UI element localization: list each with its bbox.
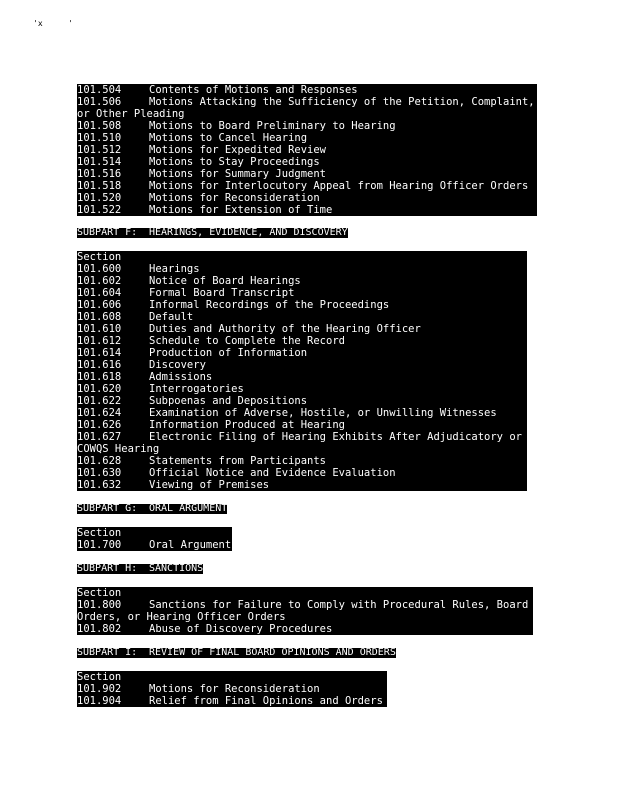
section-number: 101.504 (77, 84, 122, 96)
section-line (77, 275, 527, 287)
section-title: Motions for Interlocutory Appeal from Hearing Officer Orders (149, 180, 529, 192)
subpart-label: SUBPART I: (77, 647, 138, 658)
section-line (77, 383, 527, 395)
section-line (77, 443, 527, 455)
section-title: Motions for Reconsideration (149, 683, 320, 695)
section-title: Contents of Motions and Responses (149, 84, 358, 96)
subpart-title: ORAL ARGUMENT (149, 503, 228, 514)
section-number: 101.600 (77, 263, 122, 275)
section-number: 101.802 (77, 623, 122, 635)
section-line (77, 299, 527, 311)
oral-argument-section-list (77, 527, 232, 551)
section-number: 101.904 (77, 695, 122, 707)
subpart-label: SUBPART G: (77, 503, 138, 514)
section-title: Interrogatories (149, 383, 244, 395)
section-title: Default (149, 311, 194, 323)
section-line (77, 84, 537, 96)
section-number: 101.902 (77, 683, 122, 695)
section-title: Subpoenas and Depositions (149, 395, 308, 407)
section-line (77, 120, 537, 132)
section-number: 101.616 (77, 359, 122, 371)
section-title: Motions for Expedited Review (149, 144, 327, 156)
section-number: 101.627 (77, 431, 122, 443)
section-line (77, 156, 537, 168)
section-line (77, 180, 537, 192)
section-line (77, 251, 527, 263)
motions-section-list (77, 84, 537, 216)
section-label: Section (77, 587, 122, 599)
section-line (77, 335, 527, 347)
section-number: 101.512 (77, 144, 122, 156)
section-line (77, 96, 537, 108)
section-label: Section (77, 527, 122, 539)
section-number: 101.800 (77, 599, 122, 611)
section-title: Notice of Board Hearings (149, 275, 301, 287)
section-title-continuation: COWQS Hearing (77, 443, 160, 455)
section-number: 101.632 (77, 479, 122, 491)
hearings-section-list (77, 251, 527, 491)
section-number: 101.518 (77, 180, 122, 192)
section-line (77, 419, 527, 431)
section-title: Oral Argument (149, 539, 232, 551)
subpart-label: SUBPART H: (77, 563, 138, 574)
section-number: 101.602 (77, 275, 122, 287)
section-number: 101.700 (77, 539, 122, 551)
section-line (77, 371, 527, 383)
section-title: Duties and Authority of the Hearing Officer (149, 323, 421, 335)
section-number: 101.608 (77, 311, 122, 323)
section-number: 101.624 (77, 407, 122, 419)
section-label: Section (77, 671, 122, 683)
section-line (77, 395, 527, 407)
review-section-list (77, 671, 387, 707)
section-line (77, 455, 527, 467)
section-title: Schedule to Complete the Record (149, 335, 345, 347)
section-line (77, 287, 527, 299)
section-title: Information Produced at Hearing (149, 419, 345, 431)
section-line (77, 539, 232, 551)
section-number: 101.604 (77, 287, 122, 299)
section-title: Motions for Extension of Time (149, 204, 333, 216)
section-line (77, 192, 537, 204)
section-line (77, 587, 533, 599)
section-title: Motions to Cancel Hearing (149, 132, 308, 144)
section-title: Statements from Participants (149, 455, 327, 467)
section-line (77, 132, 537, 144)
section-title: Discovery (149, 359, 206, 371)
section-title: Motions Attacking the Sufficiency of the Petition, Complaint, (149, 96, 535, 108)
section-number: 101.520 (77, 192, 122, 204)
section-number: 101.626 (77, 419, 122, 431)
section-line (77, 527, 232, 539)
section-line (77, 479, 527, 491)
section-line (77, 347, 527, 359)
section-line (77, 695, 387, 707)
section-number: 101.510 (77, 132, 122, 144)
section-title: Sanctions for Failure to Comply with Procedural Rules, Board (149, 599, 529, 611)
corner-mark-right: ' (68, 19, 73, 28)
section-number: 101.508 (77, 120, 122, 132)
section-title: Hearings (149, 263, 200, 275)
section-line (77, 467, 527, 479)
subpart-title: HEARINGS, EVIDENCE, AND DISCOVERY (149, 227, 348, 238)
section-title: Electronic Filing of Hearing Exhibits After Adjudicatory or (149, 431, 522, 443)
section-title: Motions to Board Preliminary to Hearing (149, 120, 396, 132)
section-line (77, 599, 533, 611)
subpart-h-heading (77, 564, 203, 574)
subpart-title: REVIEW OF FINAL BOARD OPINIONS AND ORDERS (149, 647, 396, 658)
section-number: 101.514 (77, 156, 122, 168)
section-line (77, 108, 537, 120)
section-title: Motions for Summary Judgment (149, 168, 327, 180)
section-title: Formal Board Transcript (149, 287, 295, 299)
subpart-label: SUBPART F: (77, 227, 138, 238)
section-number: 101.628 (77, 455, 122, 467)
section-line (77, 263, 527, 275)
section-number: 101.618 (77, 371, 122, 383)
section-title: Viewing of Premises (149, 479, 270, 491)
section-title: Examination of Adverse, Hostile, or Unwilling Witnesses (149, 407, 497, 419)
section-number: 101.516 (77, 168, 122, 180)
section-line (77, 204, 537, 216)
section-line (77, 431, 527, 443)
section-number: 101.606 (77, 299, 122, 311)
section-line (77, 407, 527, 419)
section-number: 101.614 (77, 347, 122, 359)
subpart-f-heading (77, 228, 348, 238)
section-line (77, 683, 387, 695)
section-title: Relief from Final Opinions and Orders (149, 695, 383, 707)
section-number: 101.522 (77, 204, 122, 216)
section-number: 101.610 (77, 323, 122, 335)
section-title: Motions for Reconsideration (149, 192, 320, 204)
section-title: Motions to Stay Proceedings (149, 156, 320, 168)
subpart-i-heading (77, 648, 396, 658)
section-line (77, 323, 527, 335)
section-number: 101.622 (77, 395, 122, 407)
section-line (77, 144, 537, 156)
section-title: Official Notice and Evidence Evaluation (149, 467, 396, 479)
section-title-continuation: Orders, or Hearing Officer Orders (77, 611, 286, 623)
section-line (77, 168, 537, 180)
section-title: Abuse of Discovery Procedures (149, 623, 333, 635)
sanctions-section-list (77, 587, 533, 635)
section-line (77, 671, 387, 683)
section-title: Production of Information (149, 347, 308, 359)
corner-mark-left: 'x (33, 19, 43, 28)
section-line (77, 311, 527, 323)
section-number: 101.506 (77, 96, 122, 108)
section-number: 101.620 (77, 383, 122, 395)
section-title-continuation: or Other Pleading (77, 108, 185, 120)
section-line (77, 359, 527, 371)
subpart-title: SANCTIONS (149, 563, 204, 574)
section-line (77, 623, 533, 635)
section-title: Admissions (149, 371, 213, 383)
section-number: 101.630 (77, 467, 122, 479)
section-title: Informal Recordings of the Proceedings (149, 299, 390, 311)
subpart-g-heading (77, 504, 227, 514)
section-label: Section (77, 251, 122, 263)
section-line (77, 611, 533, 623)
section-number: 101.612 (77, 335, 122, 347)
